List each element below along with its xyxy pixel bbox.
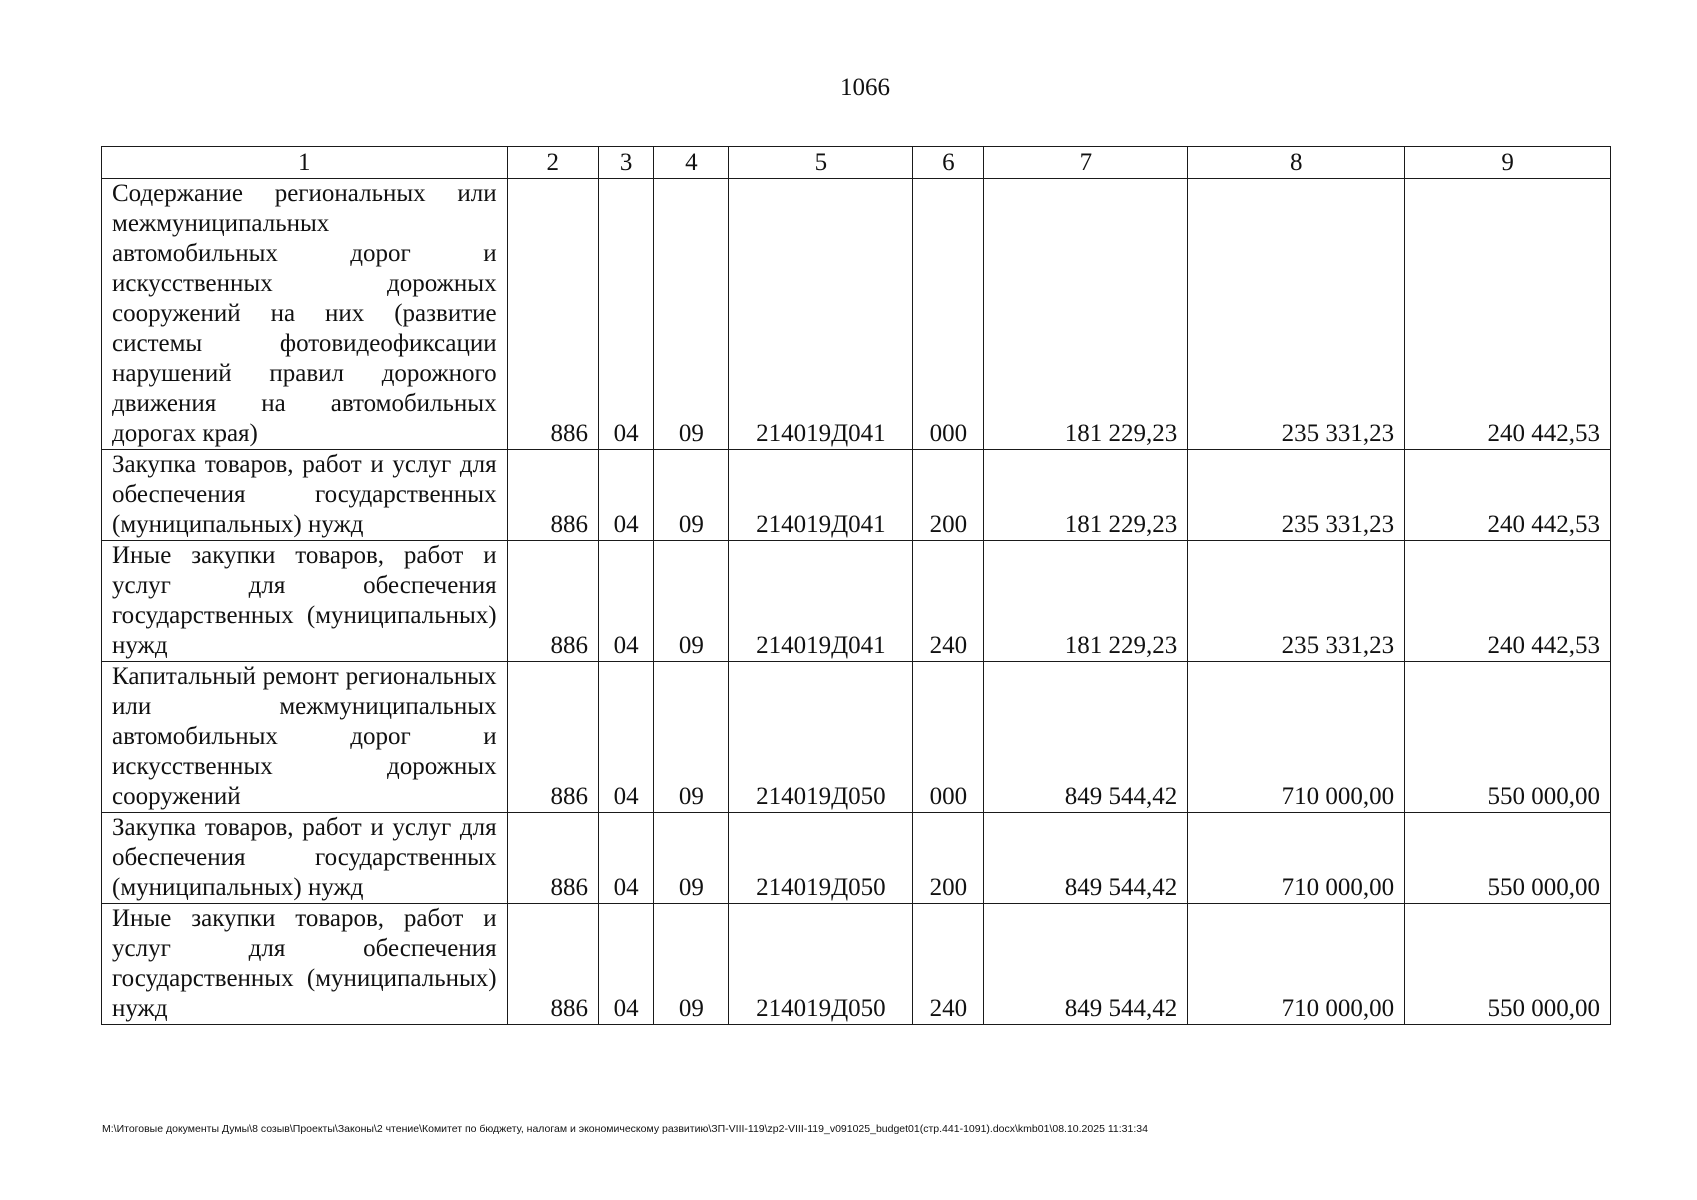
row-amount-col7: 181 229,23 [984, 450, 1188, 541]
row-amount-col9: 240 442,53 [1405, 541, 1611, 662]
table-row [102, 904, 1611, 1025]
row-ministry-code: 886 [507, 179, 598, 450]
table-row [102, 813, 1611, 904]
column-header-8: 8 [1188, 147, 1405, 179]
row-target-article: 214019Д050 [729, 813, 913, 904]
row-amount-col9: 550 000,00 [1405, 662, 1611, 813]
row-amount-col8: 710 000,00 [1188, 813, 1405, 904]
row-expense-type: 200 [913, 813, 984, 904]
row-section: 04 [598, 662, 653, 813]
row-subsection: 09 [654, 662, 729, 813]
header-row [102, 147, 1611, 179]
row-name: Иные закупки товаров, работ и услуг для обеспечения государственных (муниципальных) нужд [102, 541, 508, 662]
table-row [102, 662, 1611, 813]
row-subsection: 09 [654, 450, 729, 541]
row-expense-type: 240 [913, 904, 984, 1025]
column-header-9: 9 [1405, 147, 1611, 179]
row-section: 04 [598, 904, 653, 1025]
table-row [102, 541, 1611, 662]
row-expense-type: 000 [913, 179, 984, 450]
row-section: 04 [598, 813, 653, 904]
column-header-6: 6 [913, 147, 984, 179]
row-section: 04 [598, 179, 653, 450]
row-amount-col8: 235 331,23 [1188, 541, 1405, 662]
row-name: Иные закупки товаров, работ и услуг для обеспечения государственных (муниципальных) нужд [102, 904, 508, 1025]
row-expense-type: 240 [913, 541, 984, 662]
row-ministry-code: 886 [507, 662, 598, 813]
budget-table [101, 146, 1611, 1025]
row-subsection: 09 [654, 904, 729, 1025]
row-target-article: 214019Д041 [729, 179, 913, 450]
row-subsection: 09 [654, 813, 729, 904]
row-amount-col7: 181 229,23 [984, 179, 1188, 450]
row-ministry-code: 886 [507, 541, 598, 662]
row-amount-col9: 550 000,00 [1405, 813, 1611, 904]
row-amount-col9: 550 000,00 [1405, 904, 1611, 1025]
row-target-article: 214019Д041 [729, 541, 913, 662]
row-amount-col8: 235 331,23 [1188, 450, 1405, 541]
row-target-article: 214019Д041 [729, 450, 913, 541]
row-amount-col7: 849 544,42 [984, 662, 1188, 813]
row-amount-col7: 849 544,42 [984, 904, 1188, 1025]
row-ministry-code: 886 [507, 904, 598, 1025]
row-amount-col8: 710 000,00 [1188, 662, 1405, 813]
row-amount-col8: 235 331,23 [1188, 179, 1405, 450]
row-name: Капитальный ремонт региональных или межмуниципальных автомобильных дорог и искусственных дорожных сооружений [102, 662, 508, 813]
row-name: Содержание региональных или межмуниципальных автомобильных дорог и искусственных дорожных сооружений на них (развитие системы фотовидеофиксации нарушений правил дорожного движения на автомобильных дорогах края) [102, 179, 508, 450]
row-amount-col9: 240 442,53 [1405, 450, 1611, 541]
row-name: Закупка товаров, работ и услуг для обеспечения государственных (муниципальных) нужд [102, 813, 508, 904]
row-section: 04 [598, 541, 653, 662]
page-number: 1066 [840, 74, 890, 101]
row-amount-col8: 710 000,00 [1188, 904, 1405, 1025]
column-header-7: 7 [984, 147, 1188, 179]
row-name: Закупка товаров, работ и услуг для обеспечения государственных (муниципальных) нужд [102, 450, 508, 541]
row-amount-col7: 849 544,42 [984, 813, 1188, 904]
column-header-3: 3 [598, 147, 653, 179]
table-row [102, 179, 1611, 450]
row-ministry-code: 886 [507, 813, 598, 904]
column-header-5: 5 [729, 147, 913, 179]
row-subsection: 09 [654, 541, 729, 662]
row-target-article: 214019Д050 [729, 904, 913, 1025]
row-target-article: 214019Д050 [729, 662, 913, 813]
row-section: 04 [598, 450, 653, 541]
row-amount-col9: 240 442,53 [1405, 179, 1611, 450]
row-subsection: 09 [654, 179, 729, 450]
document-file-path: M:\Итоговые документы Думы\8 созыв\Проекты\Законы\2 чтение\Комитет по бюджету, налогам и экономическому развитию\ЗП-VIII-119\zp2-VIII-119_v091025_budget01(стр.441-1091).docx\kmb01\08.10.2025 11:31:34 [102, 1123, 1148, 1135]
row-amount-col7: 181 229,23 [984, 541, 1188, 662]
row-ministry-code: 886 [507, 450, 598, 541]
column-header-1: 1 [102, 147, 508, 179]
row-expense-type: 200 [913, 450, 984, 541]
table-row [102, 450, 1611, 541]
column-header-2: 2 [507, 147, 598, 179]
column-header-4: 4 [654, 147, 729, 179]
row-expense-type: 000 [913, 662, 984, 813]
